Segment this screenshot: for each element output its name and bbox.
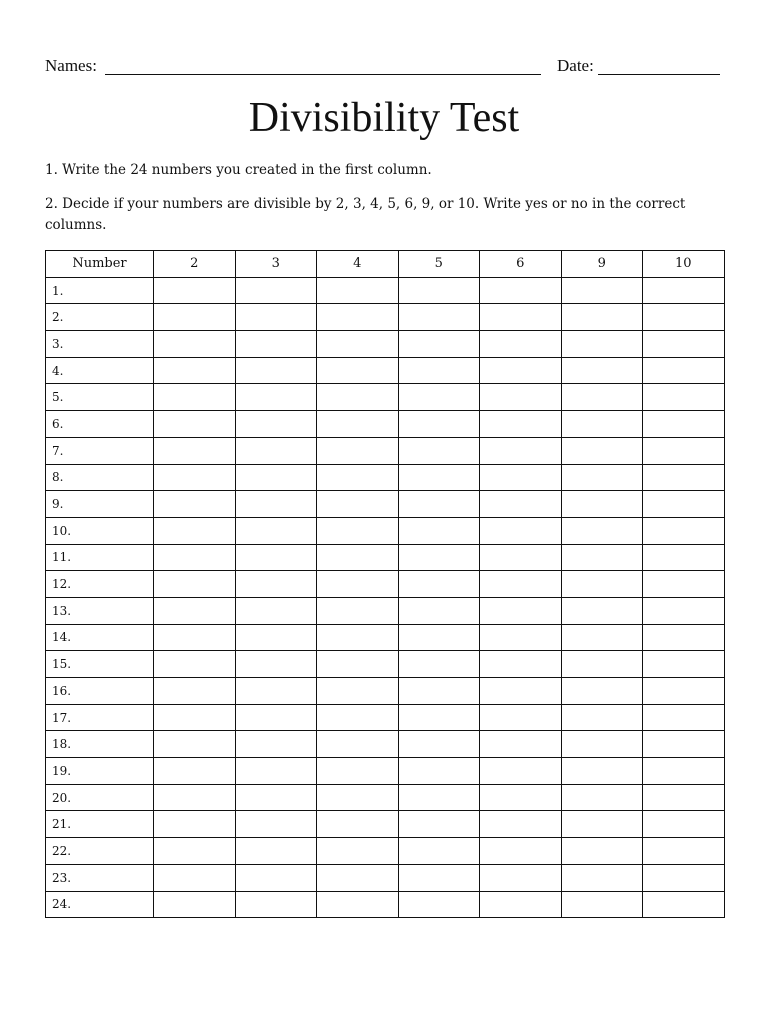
answer-cell-div-9[interactable] xyxy=(561,544,643,571)
row-number-cell[interactable]: 4. xyxy=(46,357,154,384)
row-number-cell[interactable]: 8. xyxy=(46,464,154,491)
answer-cell-div-9[interactable] xyxy=(561,304,643,331)
answer-cell-div-5[interactable] xyxy=(398,517,480,544)
instruction-2: 2. Decide if your numbers are divisible by 2, 3, 4, 5, 6, 9, or 10. Write yes or no in the correct columns. xyxy=(45,196,686,233)
answer-cell-div-2[interactable] xyxy=(154,464,236,491)
answer-cell-div-2[interactable] xyxy=(154,864,236,891)
answer-cell-div-5[interactable] xyxy=(398,331,480,358)
answer-cell-div-5[interactable] xyxy=(398,758,480,785)
answer-cell-div-10[interactable] xyxy=(643,624,725,651)
answer-cell-div-6[interactable] xyxy=(480,597,562,624)
row-number-cell[interactable]: 12. xyxy=(46,571,154,598)
answer-cell-div-5[interactable] xyxy=(398,411,480,438)
answer-cell-div-10[interactable] xyxy=(643,384,725,411)
answer-cell-div-6[interactable] xyxy=(480,571,562,598)
table-row xyxy=(46,891,725,918)
answer-cell-div-2[interactable] xyxy=(154,544,236,571)
row-number-cell[interactable]: 19. xyxy=(46,758,154,785)
answer-cell-div-10[interactable] xyxy=(643,891,725,918)
answer-cell-div-10[interactable] xyxy=(643,758,725,785)
answer-cell-div-5[interactable] xyxy=(398,811,480,838)
answer-cell-div-10[interactable] xyxy=(643,437,725,464)
answer-cell-div-3[interactable] xyxy=(235,437,317,464)
answer-cell-div-3[interactable] xyxy=(235,704,317,731)
answer-cell-div-4[interactable] xyxy=(317,384,399,411)
answer-cell-div-9[interactable] xyxy=(561,384,643,411)
answer-cell-div-6[interactable] xyxy=(480,891,562,918)
answer-cell-div-4[interactable] xyxy=(317,464,399,491)
table-row xyxy=(46,357,725,384)
row-number-cell[interactable]: 2. xyxy=(46,304,154,331)
answer-cell-div-9[interactable] xyxy=(561,411,643,438)
answer-cell-div-6[interactable] xyxy=(480,784,562,811)
answer-cell-div-5[interactable] xyxy=(398,597,480,624)
answer-cell-div-5[interactable] xyxy=(398,731,480,758)
answer-cell-div-5[interactable] xyxy=(398,678,480,705)
answer-cell-div-6[interactable] xyxy=(480,864,562,891)
table-row xyxy=(46,304,725,331)
answer-cell-div-2[interactable] xyxy=(154,597,236,624)
header-row xyxy=(46,251,725,278)
answer-cell-div-2[interactable] xyxy=(154,758,236,785)
answer-cell-div-5[interactable] xyxy=(398,784,480,811)
answer-cell-div-4[interactable] xyxy=(317,811,399,838)
answer-cell-div-4[interactable] xyxy=(317,678,399,705)
answer-cell-div-3[interactable] xyxy=(235,597,317,624)
column-header-3: 3 xyxy=(235,251,317,278)
column-header-10: 10 xyxy=(643,251,725,278)
answer-cell-div-2[interactable] xyxy=(154,731,236,758)
answer-cell-div-6[interactable] xyxy=(480,517,562,544)
answer-cell-div-5[interactable] xyxy=(398,571,480,598)
answer-cell-div-3[interactable] xyxy=(235,357,317,384)
answer-cell-div-10[interactable] xyxy=(643,811,725,838)
row-number-cell[interactable]: 7. xyxy=(46,437,154,464)
row-number-cell[interactable]: 15. xyxy=(46,651,154,678)
answer-cell-div-4[interactable] xyxy=(317,651,399,678)
table-row xyxy=(46,277,725,304)
answer-cell-div-2[interactable] xyxy=(154,784,236,811)
answer-cell-div-4[interactable] xyxy=(317,731,399,758)
answer-cell-div-9[interactable] xyxy=(561,731,643,758)
instruction-1: 1. Write the 24 numbers you created in the first column. xyxy=(45,162,432,178)
table-row xyxy=(46,411,725,438)
answer-cell-div-6[interactable] xyxy=(480,544,562,571)
column-header-2: 2 xyxy=(154,251,236,278)
answer-cell-div-10[interactable] xyxy=(643,731,725,758)
answer-cell-div-10[interactable] xyxy=(643,491,725,518)
answer-cell-div-10[interactable] xyxy=(643,544,725,571)
column-header-9: 9 xyxy=(561,251,643,278)
table-row xyxy=(46,784,725,811)
answer-cell-div-5[interactable] xyxy=(398,891,480,918)
table-row xyxy=(46,384,725,411)
row-number-cell[interactable]: 20. xyxy=(46,784,154,811)
answer-cell-div-5[interactable] xyxy=(398,464,480,491)
divisibility-table xyxy=(45,250,725,918)
answer-cell-div-2[interactable] xyxy=(154,651,236,678)
answer-cell-div-6[interactable] xyxy=(480,331,562,358)
answer-cell-div-10[interactable] xyxy=(643,651,725,678)
answer-cell-div-5[interactable] xyxy=(398,437,480,464)
column-header-6: 6 xyxy=(480,251,562,278)
answer-cell-div-5[interactable] xyxy=(398,544,480,571)
row-number-cell[interactable]: 17. xyxy=(46,704,154,731)
answer-cell-div-9[interactable] xyxy=(561,331,643,358)
answer-cell-div-10[interactable] xyxy=(643,304,725,331)
answer-cell-div-2[interactable] xyxy=(154,411,236,438)
row-number-cell[interactable]: 9. xyxy=(46,491,154,518)
row-number-cell[interactable]: 6. xyxy=(46,411,154,438)
answer-cell-div-9[interactable] xyxy=(561,517,643,544)
answer-cell-div-4[interactable] xyxy=(317,704,399,731)
answer-cell-div-3[interactable] xyxy=(235,464,317,491)
table-row xyxy=(46,838,725,865)
answer-cell-div-4[interactable] xyxy=(317,517,399,544)
answer-cell-div-3[interactable] xyxy=(235,758,317,785)
row-number-cell[interactable]: 18. xyxy=(46,731,154,758)
answer-cell-div-3[interactable] xyxy=(235,731,317,758)
answer-cell-div-9[interactable] xyxy=(561,678,643,705)
table-row xyxy=(46,704,725,731)
answer-cell-div-6[interactable] xyxy=(480,491,562,518)
answer-cell-div-9[interactable] xyxy=(561,864,643,891)
answer-cell-div-9[interactable] xyxy=(561,891,643,918)
row-number-cell[interactable]: 10. xyxy=(46,517,154,544)
answer-cell-div-4[interactable] xyxy=(317,864,399,891)
answer-cell-div-3[interactable] xyxy=(235,331,317,358)
answer-cell-div-5[interactable] xyxy=(398,304,480,331)
answer-cell-div-5[interactable] xyxy=(398,491,480,518)
table-row xyxy=(46,544,725,571)
answer-cell-div-6[interactable] xyxy=(480,277,562,304)
answer-cell-div-6[interactable] xyxy=(480,624,562,651)
page-title: Divisibility Test xyxy=(248,95,520,141)
answer-cell-div-6[interactable] xyxy=(480,811,562,838)
table-row xyxy=(46,758,725,785)
answer-cell-div-4[interactable] xyxy=(317,491,399,518)
answer-cell-div-4[interactable] xyxy=(317,411,399,438)
answer-cell-div-4[interactable] xyxy=(317,758,399,785)
table-row xyxy=(46,651,725,678)
table-row xyxy=(46,731,725,758)
answer-cell-div-6[interactable] xyxy=(480,437,562,464)
answer-cell-div-9[interactable] xyxy=(561,437,643,464)
column-header-5: 5 xyxy=(398,251,480,278)
answer-cell-div-4[interactable] xyxy=(317,277,399,304)
row-number-cell[interactable]: 5. xyxy=(46,384,154,411)
answer-cell-div-5[interactable] xyxy=(398,277,480,304)
answer-cell-div-5[interactable] xyxy=(398,651,480,678)
answer-cell-div-5[interactable] xyxy=(398,864,480,891)
answer-cell-div-10[interactable] xyxy=(643,597,725,624)
table-row xyxy=(46,517,725,544)
answer-cell-div-4[interactable] xyxy=(317,838,399,865)
date-blank-line[interactable] xyxy=(598,74,720,75)
row-number-cell[interactable]: 11. xyxy=(46,544,154,571)
answer-cell-div-3[interactable] xyxy=(235,384,317,411)
answer-cell-div-3[interactable] xyxy=(235,678,317,705)
answer-cell-div-3[interactable] xyxy=(235,811,317,838)
answer-cell-div-3[interactable] xyxy=(235,624,317,651)
answer-cell-div-10[interactable] xyxy=(643,838,725,865)
table-row xyxy=(46,811,725,838)
answer-cell-div-6[interactable] xyxy=(480,704,562,731)
answer-cell-div-2[interactable] xyxy=(154,491,236,518)
answer-cell-div-2[interactable] xyxy=(154,357,236,384)
answer-cell-div-2[interactable] xyxy=(154,384,236,411)
row-number-cell[interactable]: 16. xyxy=(46,678,154,705)
answer-cell-div-4[interactable] xyxy=(317,597,399,624)
answer-cell-div-3[interactable] xyxy=(235,651,317,678)
header-line xyxy=(45,56,725,78)
answer-cell-div-10[interactable] xyxy=(643,517,725,544)
answer-cell-div-9[interactable] xyxy=(561,624,643,651)
answer-cell-div-9[interactable] xyxy=(561,491,643,518)
answer-cell-div-9[interactable] xyxy=(561,784,643,811)
answer-cell-div-2[interactable] xyxy=(154,704,236,731)
answer-cell-div-10[interactable] xyxy=(643,704,725,731)
row-number-cell[interactable]: 3. xyxy=(46,331,154,358)
row-number-cell[interactable]: 23. xyxy=(46,864,154,891)
column-header-number: Number xyxy=(46,251,154,278)
answer-cell-div-6[interactable] xyxy=(480,678,562,705)
answer-cell-div-9[interactable] xyxy=(561,464,643,491)
answer-cell-div-6[interactable] xyxy=(480,384,562,411)
answer-cell-div-2[interactable] xyxy=(154,624,236,651)
answer-cell-div-10[interactable] xyxy=(643,571,725,598)
answer-cell-div-3[interactable] xyxy=(235,571,317,598)
answer-cell-div-10[interactable] xyxy=(643,864,725,891)
answer-cell-div-10[interactable] xyxy=(643,277,725,304)
answer-cell-div-10[interactable] xyxy=(643,357,725,384)
row-number-cell[interactable]: 24. xyxy=(46,891,154,918)
row-number-cell[interactable]: 13. xyxy=(46,597,154,624)
answer-cell-div-6[interactable] xyxy=(480,357,562,384)
answer-cell-div-3[interactable] xyxy=(235,491,317,518)
table-row xyxy=(46,437,725,464)
answer-cell-div-2[interactable] xyxy=(154,517,236,544)
answer-cell-div-9[interactable] xyxy=(561,758,643,785)
answer-cell-div-3[interactable] xyxy=(235,838,317,865)
answer-cell-div-2[interactable] xyxy=(154,838,236,865)
table-row xyxy=(46,624,725,651)
answer-cell-div-4[interactable] xyxy=(317,357,399,384)
answer-cell-div-4[interactable] xyxy=(317,304,399,331)
names-blank-line[interactable] xyxy=(105,74,541,75)
table-row xyxy=(46,571,725,598)
table-row xyxy=(46,491,725,518)
answer-cell-div-6[interactable] xyxy=(480,838,562,865)
table-header xyxy=(46,251,725,278)
answer-cell-div-10[interactable] xyxy=(643,784,725,811)
answer-cell-div-5[interactable] xyxy=(398,838,480,865)
row-number-cell[interactable]: 22. xyxy=(46,838,154,865)
row-number-cell[interactable]: 14. xyxy=(46,624,154,651)
answer-cell-div-10[interactable] xyxy=(643,411,725,438)
answer-cell-div-6[interactable] xyxy=(480,731,562,758)
answer-cell-div-3[interactable] xyxy=(235,277,317,304)
answer-cell-div-5[interactable] xyxy=(398,384,480,411)
answer-cell-div-3[interactable] xyxy=(235,411,317,438)
table-row xyxy=(46,331,725,358)
answer-cell-div-4[interactable] xyxy=(317,331,399,358)
answer-cell-div-9[interactable] xyxy=(561,651,643,678)
answer-cell-div-9[interactable] xyxy=(561,704,643,731)
answer-cell-div-10[interactable] xyxy=(643,331,725,358)
table-row xyxy=(46,597,725,624)
answer-cell-div-4[interactable] xyxy=(317,437,399,464)
answer-cell-div-9[interactable] xyxy=(561,277,643,304)
answer-cell-div-4[interactable] xyxy=(317,784,399,811)
answer-cell-div-3[interactable] xyxy=(235,544,317,571)
answer-cell-div-10[interactable] xyxy=(643,678,725,705)
answer-cell-div-2[interactable] xyxy=(154,437,236,464)
answer-cell-div-2[interactable] xyxy=(154,891,236,918)
row-number-cell[interactable]: 1. xyxy=(46,277,154,304)
answer-cell-div-2[interactable] xyxy=(154,571,236,598)
answer-cell-div-3[interactable] xyxy=(235,784,317,811)
answer-cell-div-4[interactable] xyxy=(317,624,399,651)
answer-cell-div-6[interactable] xyxy=(480,758,562,785)
answer-cell-div-2[interactable] xyxy=(154,678,236,705)
answer-cell-div-5[interactable] xyxy=(398,624,480,651)
row-number-cell[interactable]: 21. xyxy=(46,811,154,838)
answer-cell-div-6[interactable] xyxy=(480,304,562,331)
answer-cell-div-9[interactable] xyxy=(561,811,643,838)
names-label: Names: xyxy=(45,56,97,75)
answer-cell-div-5[interactable] xyxy=(398,704,480,731)
table-row xyxy=(46,678,725,705)
answer-cell-div-3[interactable] xyxy=(235,891,317,918)
answer-cell-div-9[interactable] xyxy=(561,597,643,624)
answer-cell-div-10[interactable] xyxy=(643,464,725,491)
answer-cell-div-9[interactable] xyxy=(561,838,643,865)
table-row xyxy=(46,464,725,491)
answer-cell-div-6[interactable] xyxy=(480,464,562,491)
answer-cell-div-2[interactable] xyxy=(154,277,236,304)
answer-cell-div-6[interactable] xyxy=(480,651,562,678)
answer-cell-div-6[interactable] xyxy=(480,411,562,438)
answer-cell-div-9[interactable] xyxy=(561,571,643,598)
answer-cell-div-3[interactable] xyxy=(235,517,317,544)
answer-cell-div-5[interactable] xyxy=(398,357,480,384)
date-label: Date: xyxy=(557,56,594,75)
answer-cell-div-4[interactable] xyxy=(317,571,399,598)
answer-cell-div-2[interactable] xyxy=(154,811,236,838)
answer-cell-div-4[interactable] xyxy=(317,891,399,918)
answer-cell-div-3[interactable] xyxy=(235,864,317,891)
answer-cell-div-3[interactable] xyxy=(235,304,317,331)
answer-cell-div-9[interactable] xyxy=(561,357,643,384)
answer-cell-div-2[interactable] xyxy=(154,331,236,358)
answer-cell-div-2[interactable] xyxy=(154,304,236,331)
table-row xyxy=(46,864,725,891)
answer-cell-div-4[interactable] xyxy=(317,544,399,571)
column-header-4: 4 xyxy=(317,251,399,278)
table-body xyxy=(46,277,725,918)
